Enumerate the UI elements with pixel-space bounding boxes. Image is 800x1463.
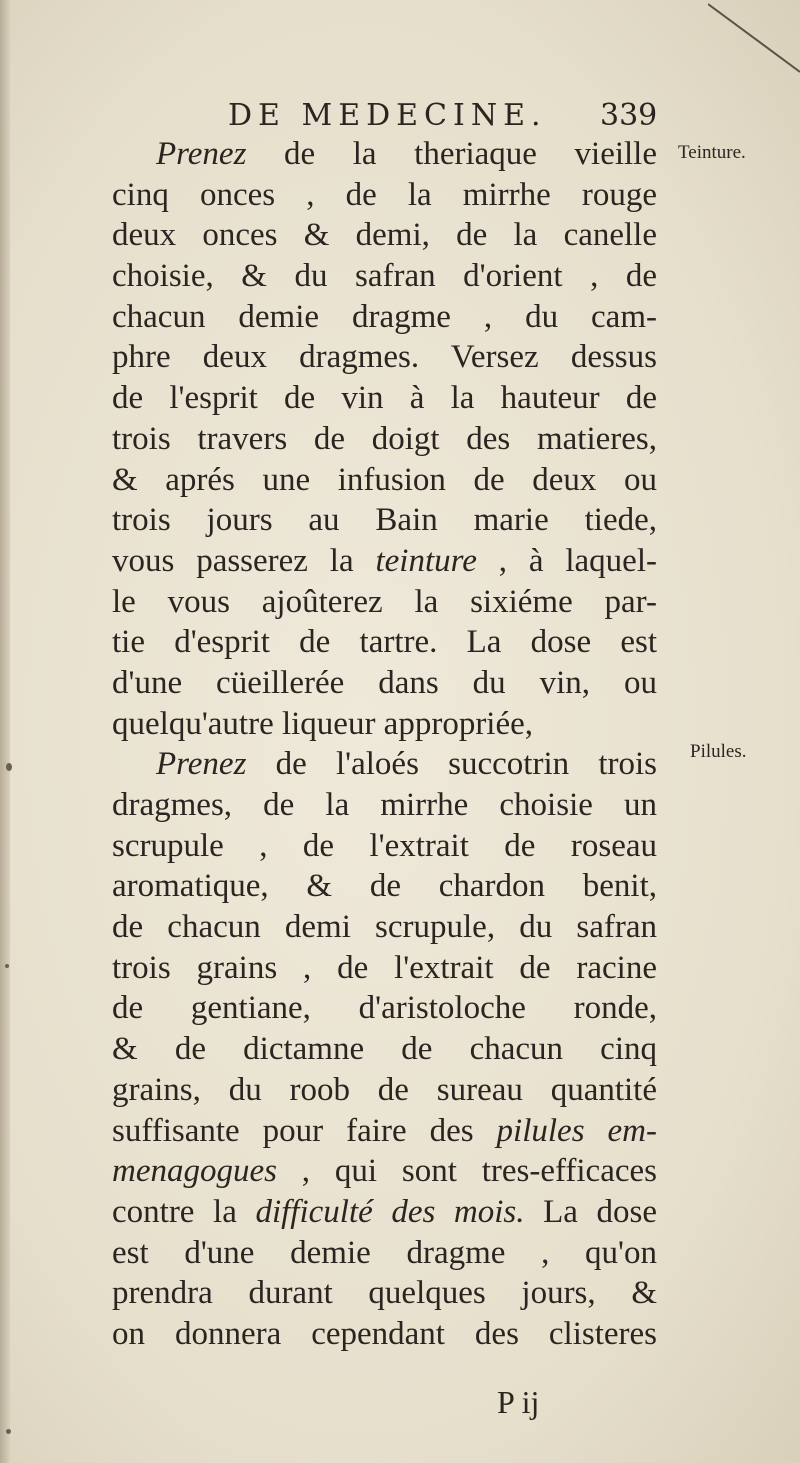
text-line: [112, 704, 657, 745]
body-text: [112, 134, 657, 1355]
text-line: [112, 1273, 657, 1314]
text-line: [112, 175, 657, 216]
running-title: DE MEDECINE.: [228, 98, 547, 133]
italic-text: pilules em-: [496, 1112, 657, 1149]
text-line: [112, 948, 657, 989]
text-run: aromatique, & de chardon benit,: [112, 868, 657, 905]
text-run: , qui sont tres-efficaces: [276, 1153, 657, 1190]
page-gutter: [0, 0, 10, 1463]
page-number: 339: [600, 98, 658, 133]
text-line: [112, 1233, 657, 1274]
text-line: [112, 988, 657, 1029]
text-line: [112, 622, 657, 663]
text-run: de gentiane, d'aristoloche ronde,: [112, 990, 657, 1027]
text-run: phre deux dragmes. Versez dessus: [112, 339, 657, 376]
text-line: [112, 663, 657, 704]
italic-text: difficulté des mois.: [255, 1193, 525, 1230]
text-run: & aprés une infusion de deux ou: [112, 461, 657, 498]
text-line: [112, 1070, 657, 1111]
text-run: de chacun demi scrupule, du safran: [112, 909, 657, 946]
text-run: prendra durant quelques jours, &: [112, 1275, 657, 1312]
text-line: [112, 826, 657, 867]
running-header: [228, 98, 668, 138]
margin-note-pilules: Pilules.: [690, 741, 747, 762]
ink-speck: [5, 964, 9, 968]
text-run: vous passerez la: [112, 542, 376, 579]
text-run: deux onces & demi, de la canelle: [112, 217, 657, 254]
text-run: , à laquel-: [476, 542, 657, 579]
ink-speck: [6, 1429, 11, 1434]
text-run: tie d'esprit de tartre. La dose est: [112, 624, 657, 661]
paper-fold-line: [708, 0, 800, 80]
text-run: & de dictamne de chacun cinq: [112, 1031, 657, 1068]
italic-text: Prenez: [156, 746, 247, 783]
text-run: de la theriaque vieille: [246, 136, 657, 172]
text-line: [112, 541, 657, 582]
italic-text: Prenez: [156, 136, 247, 172]
text-run: scrupule , de l'extrait de roseau: [112, 827, 657, 864]
text-run: contre la: [112, 1193, 256, 1230]
text-line: [112, 500, 657, 541]
text-line: [112, 460, 657, 501]
text-line: [112, 297, 657, 338]
text-run: cinq onces , de la mirrhe rouge: [112, 176, 657, 213]
text-line: [112, 419, 657, 460]
text-line: [112, 1314, 657, 1355]
text-line: [112, 256, 657, 297]
text-line: [112, 134, 657, 175]
text-line: [112, 744, 657, 785]
text-line: [112, 1192, 657, 1233]
text-line: [112, 866, 657, 907]
italic-text: menagogues: [112, 1153, 277, 1190]
italic-text: teinture: [375, 542, 477, 579]
signature-mark: P ij: [497, 1384, 540, 1420]
text-line: [112, 378, 657, 419]
ink-speck: [6, 763, 12, 771]
text-run: trois grains , de l'extrait de racine: [112, 949, 657, 986]
text-run: le vous ajoûterez la sixiéme par-: [112, 583, 657, 620]
text-line: [112, 1151, 657, 1192]
text-line: [112, 1029, 657, 1070]
text-line: [112, 582, 657, 623]
text-run: de l'aloés succotrin trois: [246, 746, 657, 783]
text-run: quelqu'autre liqueur appropriée,: [112, 705, 534, 742]
text-line: [112, 785, 657, 826]
text-run: La dose: [524, 1193, 657, 1230]
text-run: on donnera cependant des clisteres: [112, 1315, 657, 1352]
margin-note-teinture: Teinture.: [678, 142, 746, 163]
text-run: de l'esprit de vin à la hauteur de: [112, 380, 657, 417]
text-line: [112, 1111, 657, 1152]
text-run: trois jours au Bain marie tiede,: [112, 502, 657, 539]
text-line: [112, 337, 657, 378]
text-run: trois travers de doigt des matieres,: [112, 420, 657, 457]
text-run: choisie, & du safran d'orient , de: [112, 258, 657, 295]
text-run: chacun demie dragme , du cam-: [112, 298, 657, 335]
text-line: [112, 907, 657, 948]
text-run: est d'une demie dragme , qu'on: [112, 1234, 657, 1271]
text-line: [112, 215, 657, 256]
text-run: d'une cüeillerée dans du vin, ou: [112, 664, 657, 701]
text-run: grains, du roob de sureau quantité: [112, 1071, 657, 1108]
text-run: dragmes, de la mirrhe choisie un: [112, 787, 657, 823]
text-run: suffisante pour faire des: [112, 1112, 497, 1149]
